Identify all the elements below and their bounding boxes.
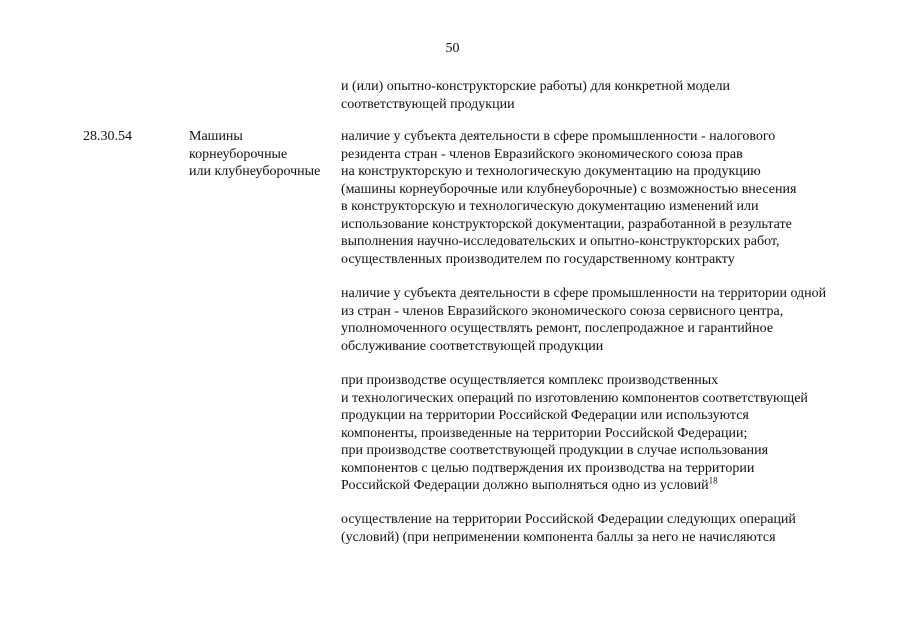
text-line: наличие у субъекта деятельности в сфере промышленности - налогового [341,129,776,144]
text-line [341,477,808,495]
text-line: (машины корнеуборочные или клубнеуборочные) с возможностью внесения [341,181,797,197]
text-line: осуществленных производителем по государственному контракту [341,251,735,267]
text-line: соответствующей продукции [341,96,515,112]
text-line: и (или) опытно-конструкторские работы) для конкретной модели [341,79,730,94]
condition-continuation [341,78,730,113]
product-name-line: Машины [189,129,243,144]
text-line: выполнения научно-исследовательских и опытно-конструкторских работ, [341,234,780,249]
text-line: уполномоченного осуществлять ремонт, послепродажное и гарантийное [341,321,774,336]
condition-service-center [341,285,826,355]
text-line: компоненты, произведенные на территории Российской Федерации; [341,425,748,441]
text-line: наличие у субъекта деятельности в сфере промышленности на территории одной [341,286,827,301]
product-name-line: или клубнеуборочные [189,164,321,179]
text-line: обслуживание соответствующей продукции [341,338,604,354]
condition-design-documentation [341,128,796,268]
text-line: продукции на территории Российской Федерации или используются [341,408,749,423]
text-line: при производстве осуществляется комплекс производственных [341,373,719,388]
text-line: компонентов с целью подтверждения их производства на территории [341,460,755,476]
text-line: резидента стран - членов Евразийского экономического союза прав [341,146,743,162]
product-name-line: корнеуборочные [189,146,288,162]
product-name [189,128,320,181]
text-line: использование конструкторской документации, разработанной в результате [341,216,792,232]
text-line: в конструкторскую и технологическую документацию изменений или [341,199,759,214]
okpd2-code: 28.30.54 [83,129,132,144]
text-line: и технологических операций по изготовлению компонентов соответствующей [341,390,808,406]
condition-production-operations [341,372,808,495]
footnote-reference[interactable]: 18 [708,475,718,486]
text-line: (условий) (при неприменении компонента баллы за него не начисляются [341,529,776,545]
page-number: 50 [445,41,460,56]
text-fragment: Российской Федерации должно выполняться одно из условий [341,478,709,493]
condition-operations-in-rf [341,511,796,546]
text-line: на конструкторскую и технологическую документацию на продукцию [341,164,761,179]
text-line: из стран - членов Евразийского экономического союза сервисного центра, [341,303,784,319]
text-line: при производстве соответствующей продукции в случае использования [341,443,769,458]
text-line: осуществление на территории Российской Федерации следующих операций [341,512,796,527]
